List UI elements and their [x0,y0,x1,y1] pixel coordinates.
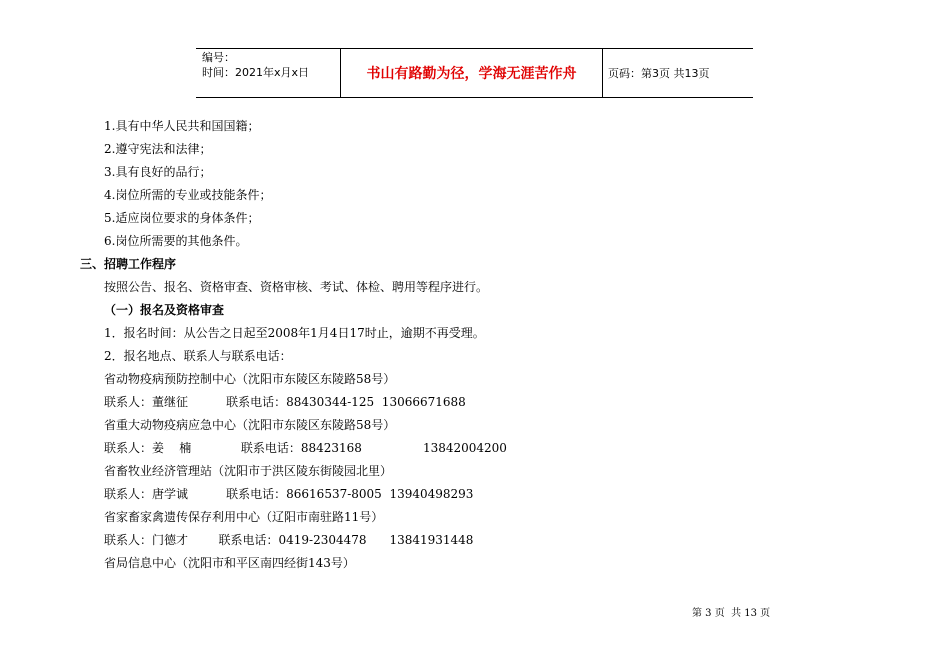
subsection-title: （一）报名及资格审查 [104,303,225,317]
contact-line-5: 省畜牧业经济管理站（沈阳市于洪区陵东街陵园北里） [104,464,393,478]
condition-5: 5.适应岗位要求的身体条件； [104,211,260,225]
page-header [196,48,753,98]
contact-line-8: 联系人：门德才 联系电话：0419-2304478 13841931448 [104,533,474,547]
contact-line-7: 省家畜家禽遗传保存利用中心（辽阳市南驻路11号） [104,510,384,524]
section-title: 三、招聘工作程序 [80,257,177,271]
condition-2: 2.遵守宪法和法律； [104,142,212,156]
contact-line-9: 省局信息中心（沈阳市和平区南四经街143号） [104,556,355,570]
contact-line-2: 联系人：董继征 联系电话：88430344-125 13066671688 [104,395,466,409]
condition-3: 3.具有良好的品行； [104,165,212,179]
section-intro: 按照公告、报名、资格审查、资格审核、考试、体检、聘用等程序进行。 [104,280,489,294]
contact-line-1: 省动物疫病预防控制中心（沈阳市东陵区东陵路58号） [104,372,396,386]
header-motto: 书山有路勤为径，学海无涯苦作舟 [340,49,603,97]
header-meta [196,49,340,97]
document-time: 时间：2021年x月x日 [202,66,310,79]
registration-location-heading: 2．报名地点、联系人与联系电话： [104,349,292,363]
contact-line-3: 省重大动物疫病应急中心（沈阳市东陵区东陵路58号） [104,418,396,432]
condition-1: 1.具有中华人民共和国国籍； [104,119,260,133]
condition-6: 6.岗位所需要的其他条件。 [104,234,248,248]
header-page-info: 页码：第3页 共13页 [608,67,710,80]
document-number-label: 编号： [202,51,235,64]
contact-line-6: 联系人：唐学诚 联系电话：86616537-8005 13940498293 [104,487,474,501]
contact-line-4: 联系人：姜 楠 联系电话：88423168 13842004200 [104,441,507,455]
registration-time: 1．报名时间：从公告之日起至2008年1月4日17时止，逾期不再受理。 [104,326,485,340]
footer-page-number: 第 3 页 共 13 页 [692,608,771,619]
condition-4: 4.岗位所需的专业或技能条件； [104,188,272,202]
